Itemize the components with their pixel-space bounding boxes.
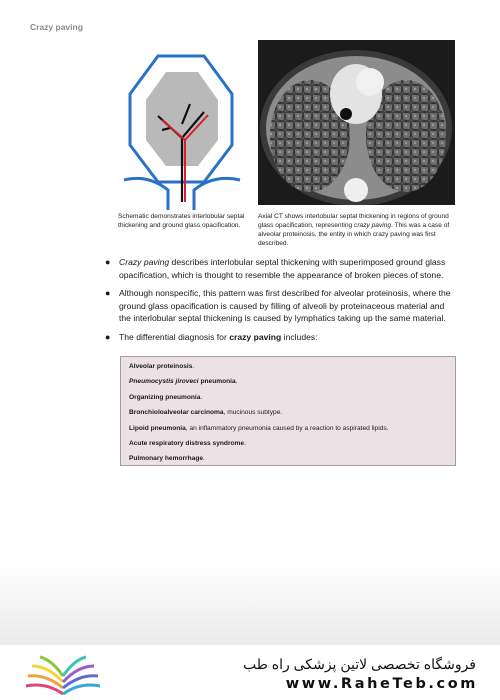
differential-item: Acute respiratory distress syndrome. bbox=[129, 439, 246, 447]
schematic-caption: Schematic demonstrates interlobular septal thickening and ground glass opacification. bbox=[118, 213, 245, 229]
differential-item: Pulmonary hemorrhage. bbox=[129, 455, 205, 463]
differential-box bbox=[120, 356, 456, 466]
differential-item: Organizing pneumonia. bbox=[129, 393, 203, 401]
bullet-item: ● Although nonspecific, this pattern was first described for alveolar proteinosis, where the ground glass opacification is caused by filling of alveoli by proteinaceous material and the interlobular septal thickening is caused by lymphatics taking up the same material. bbox=[105, 288, 451, 324]
shop-url-link[interactable]: www.RaheTeb.com bbox=[285, 676, 478, 692]
differential-item: Alveolar proteinosis. bbox=[129, 363, 195, 370]
shop-name: فروشگاه تخصصی لاتین پزشکی راه طب bbox=[243, 656, 476, 672]
open-book-logo-icon bbox=[22, 652, 104, 698]
schematic-illustration bbox=[118, 42, 246, 210]
bullet-dot-icon: ● bbox=[105, 288, 111, 299]
section-title: Crazy paving bbox=[30, 22, 83, 32]
differential-item: Lipoid pneumonia, an inflammatory pneumonia caused by a reaction to aspirated lipids. bbox=[129, 424, 389, 432]
ct-caption: Axial CT shows interlobular septal thickening in regions of ground glass opacification, representing crazy paving. This was a case of alveolar proteinosis, the entity in which crazy paving was first described. bbox=[258, 213, 450, 247]
page-bottom-shadow bbox=[0, 560, 500, 645]
differential-item: Pneumocystis jiroveci pneumonia. bbox=[129, 378, 238, 386]
bullet-dot-icon: ● bbox=[105, 331, 111, 342]
vertebra bbox=[344, 178, 368, 202]
bullet-dot-icon: ● bbox=[105, 257, 111, 267]
bullet-item: ● Crazy paving describes interlobular septal thickening with superimposed ground glass opacification, which is thought to resemble the appearance of broken pieces of stone. bbox=[105, 257, 446, 280]
bullet-item: ● The differential diagnosis for crazy paving includes: bbox=[105, 331, 318, 342]
axial-ct-image bbox=[258, 40, 455, 205]
differential-item: Bronchioloalveolar carcinoma, mucinous subtype. bbox=[129, 409, 283, 417]
bullet-list bbox=[105, 256, 457, 350]
